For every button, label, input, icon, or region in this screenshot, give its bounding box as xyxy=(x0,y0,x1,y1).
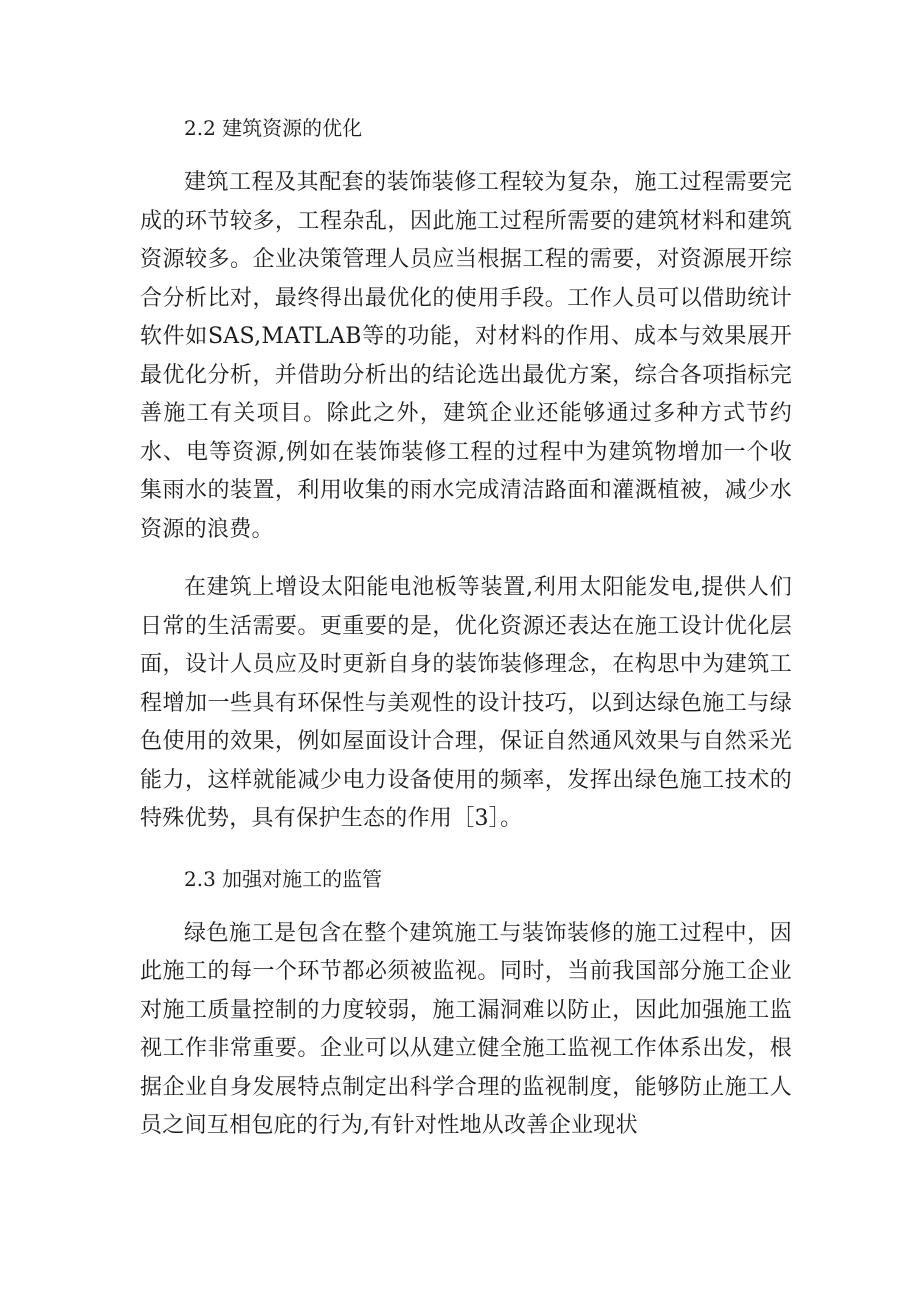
section-2-2-paragraph-1: 建筑工程及其配套的装饰装修工程较为复杂，施工过程需要完成的环节较多，工程杂乱，因此施工过程所需要的建筑材料和建筑资源较多。企业决策管理人员应当根据工程的需要，对资源展开综合分析比对，最终得出最优化的使用手段。工作人员可以借助统计软件如SAS,MATLAB等的功能，对材料的作用、成本与效果展开最优化分析，并借助分析出的结论选出最优方案，综合各项指标完善施工有关项目。除此之外，建筑企业还能够通过多种方式节约水、电等资源,例如在装饰装修工程的过程中为建筑物增加一个收集雨水的装置，利用收集的雨水完成清洁路面和灌溉植被，减少水资源的浪费。 xyxy=(140,170,792,542)
section-heading-2-3: 2.3 加强对施工的监管 xyxy=(184,866,383,891)
section-2-3-paragraph-1: 绿色施工是包含在整个建筑施工与装饰装修的施工过程中，因此施工的每一个环节都必须被监视。同时，当前我国部分施工企业对施工质量控制的力度较弱，施工漏洞难以防止，因此加强施工监视工作非常重要。企业可以从建立健全施工监视工作体系出发，根据企业自身发展特点制定出科学合理的监视制度，能够防止施工人员之间互相包庇的行为,有针对性地从改善企业现状 xyxy=(140,920,792,1138)
section-2-2-paragraph-2: 在建筑上增设太阳能电池板等装置,利用太阳能发电,提供人们日常的生活需要。更重要的是，优化资源还表达在施工设计优化层面，设计人员应及时更新自身的装饰装修理念，在构思中为建筑工程增加一些具有环保性与美观性的设计技巧，以到达绿色施工与绿色使用的效果，例如屋面设计合理，保证自然通风效果与自然采光能力，这样就能减少电力设备使用的频率，发挥出绿色施工技术的特殊优势，具有保护生态的作用［3］。 xyxy=(140,575,792,831)
document-body xyxy=(140,108,792,1166)
section-heading-2-2: 2.2 建筑资源的优化 xyxy=(184,116,363,140)
